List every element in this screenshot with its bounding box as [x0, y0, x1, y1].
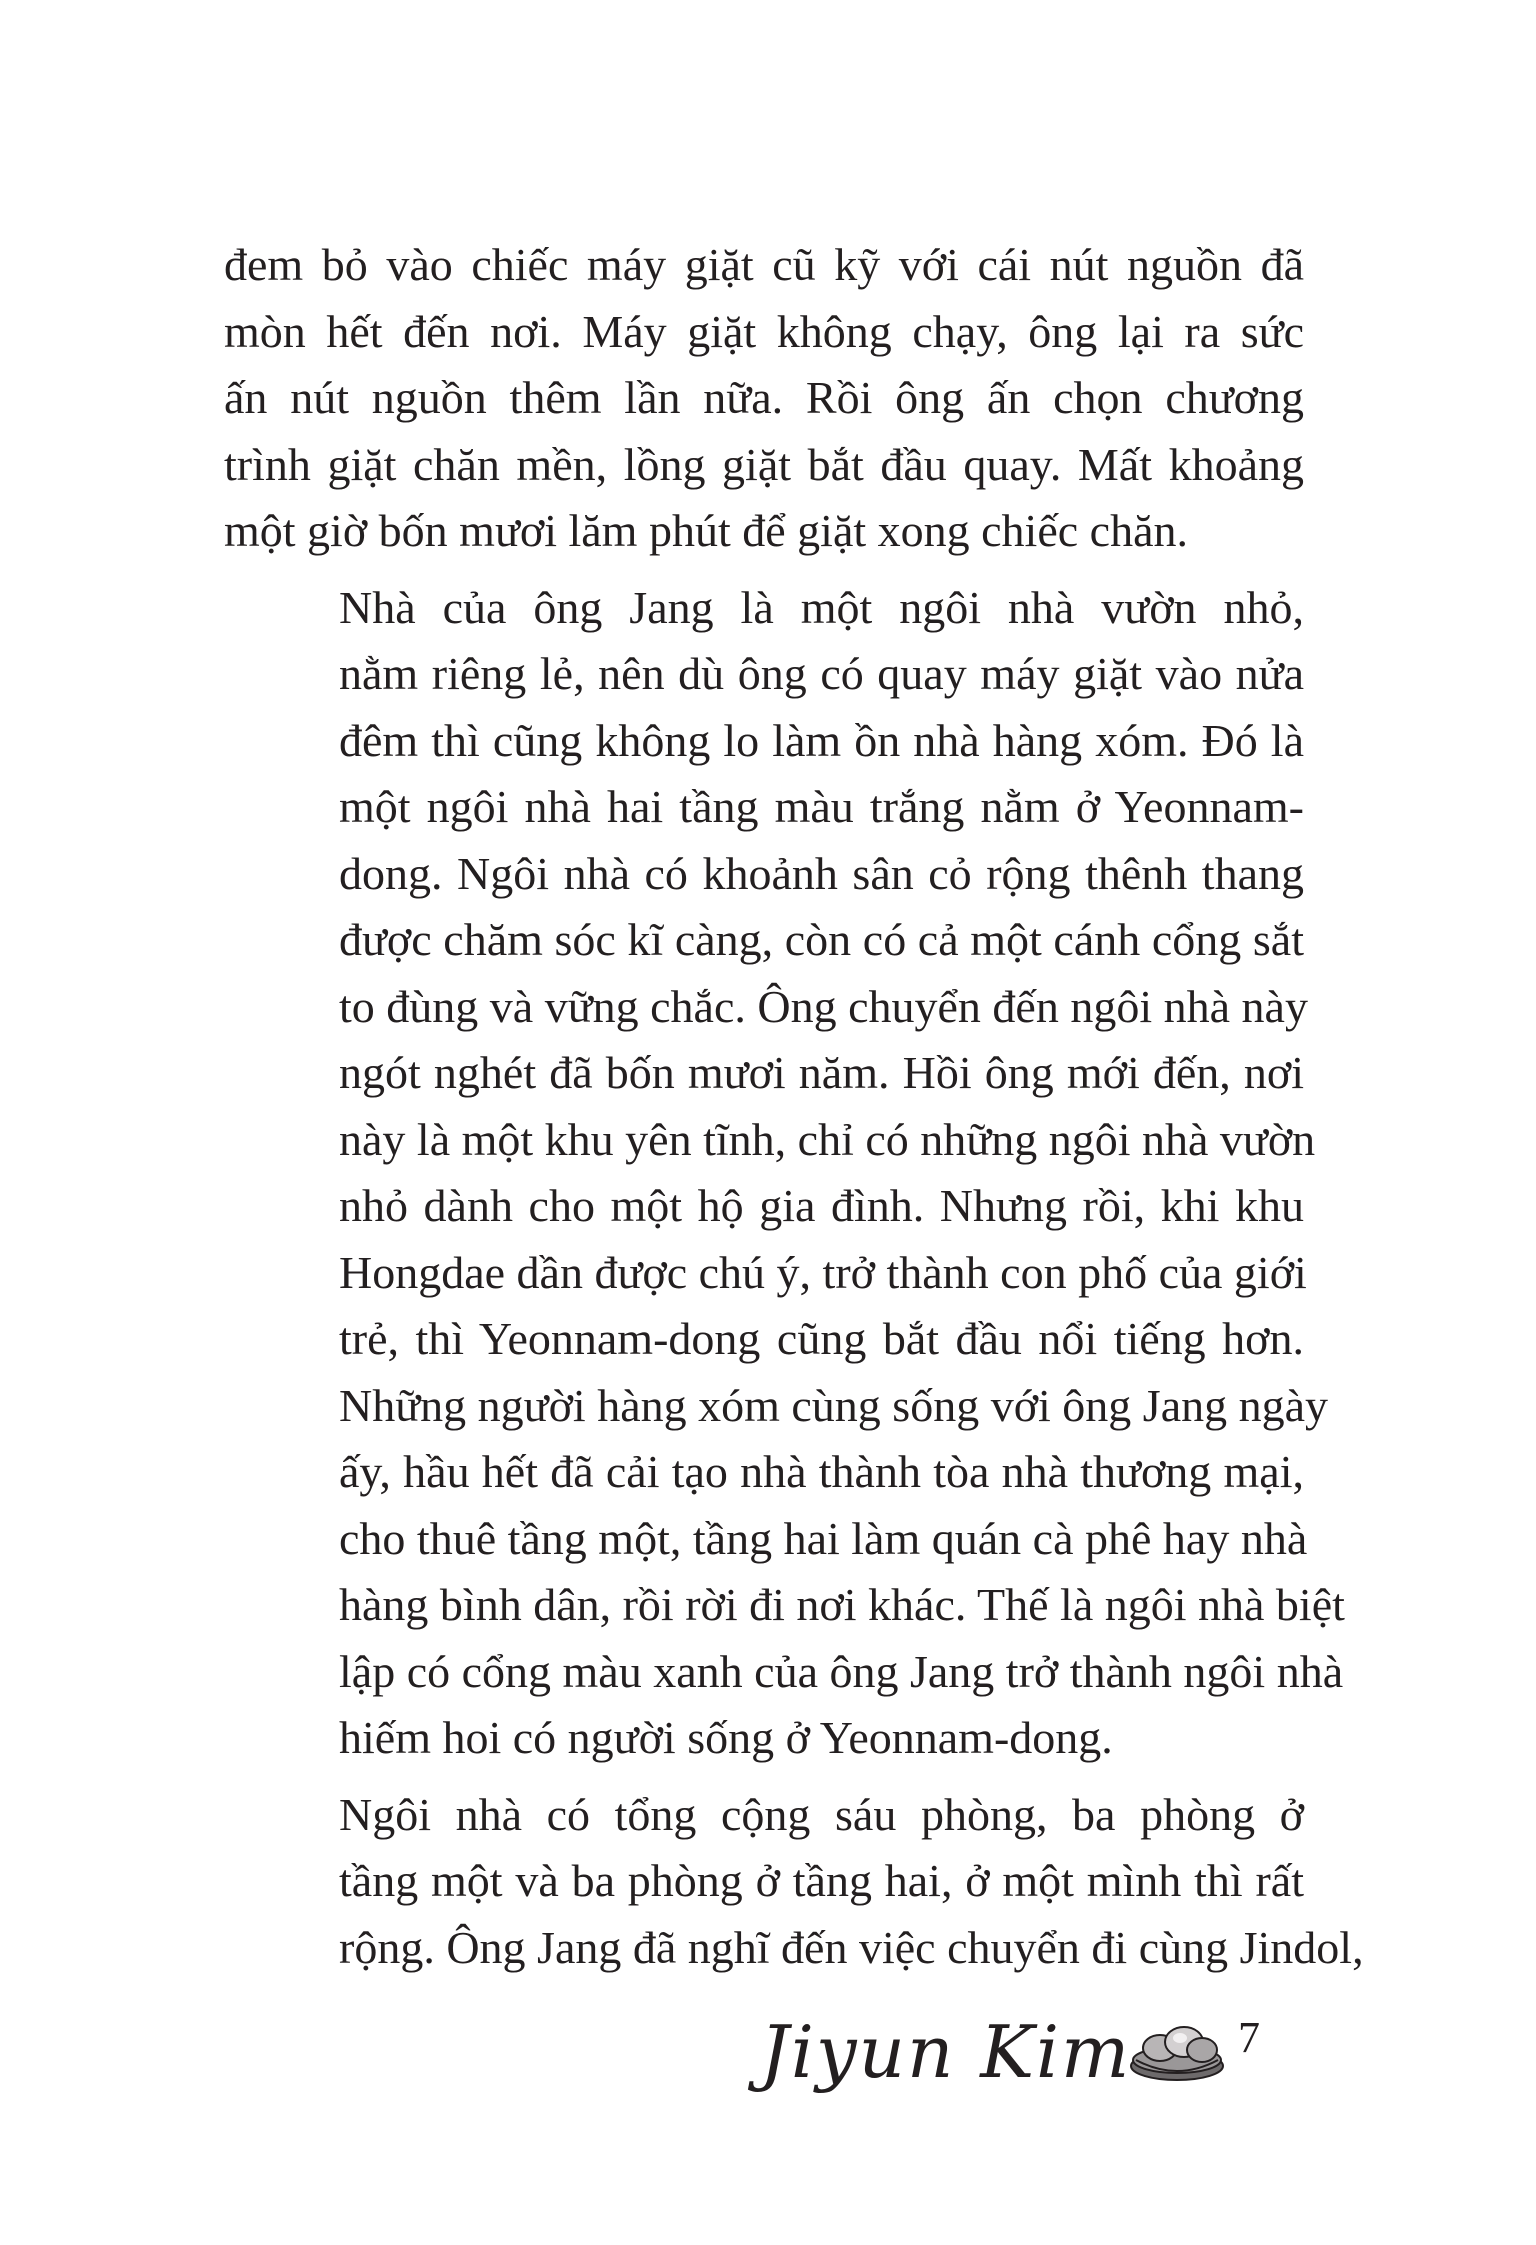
text-line: dong. Ngôi nhà có khoảnh sân cỏ rộng thênh thang: [339, 847, 1304, 899]
text-line: ngót nghét đã bốn mươi năm. Hồi ông mới đến, nơi: [339, 1047, 1304, 1098]
text-line: nhỏ dành cho một hộ gia đình. Nhưng rồi, khi khu: [339, 1180, 1304, 1231]
text-line: lập có cổng màu xanh của ông Jang trở thành ngôi nhà: [339, 1645, 1344, 1697]
text-line: một ngôi nhà hai tầng màu trắng nằm ở Yeonnam-: [339, 781, 1304, 832]
paragraph: [224, 1782, 1364, 1982]
text-line: trình giặt chăn mền, lồng giặt bắt đầu quay. Mất khoảng: [224, 438, 1304, 490]
text-line: Hongdae dần được chú ý, trở thành con phố của giới: [339, 1246, 1307, 1298]
author-signature: Jiyun Kim: [760, 2010, 1132, 2094]
text-line: Nhà của ông Jang là một ngôi nhà vườn nhỏ,: [339, 581, 1304, 633]
text-line: nằm riêng lẻ, nên dù ông có quay máy giặt vào nửa: [339, 648, 1304, 699]
text-line: hàng bình dân, rồi rời đi nơi khác. Thế là ngôi nhà biệt: [339, 1579, 1345, 1630]
text-line: ấn nút nguồn thêm lần nữa. Rồi ông ấn chọn chương: [224, 372, 1304, 423]
text-line: đêm thì cũng không lo làm ồn nhà hàng xóm. Đó là: [339, 714, 1304, 766]
text-line: rộng. Ông Jang đã nghĩ đến việc chuyển đi cùng Jindol,: [339, 1921, 1364, 1973]
text-line: này là một khu yên tĩnh, chỉ có những ngôi nhà vườn: [339, 1113, 1316, 1165]
paragraph: [224, 232, 1304, 565]
text-line: một giờ bốn mươi lăm phút để giặt xong chiếc chăn.: [224, 505, 1189, 556]
page-footer: [760, 2010, 1280, 2130]
text-line: hiếm hoi có người sống ở Yeonnam-dong.: [339, 1712, 1113, 1763]
text-line: đem bỏ vào chiếc máy giặt cũ kỹ với cái nút nguồn đã: [224, 239, 1304, 290]
text-line: Những người hàng xóm cùng sống với ông Jang ngày: [339, 1379, 1329, 1431]
text-line: được chăm sóc kĩ càng, còn có cả một cánh cổng sắt: [339, 914, 1304, 965]
text-line: tầng một và ba phòng ở tầng hai, ở một mình thì rất: [339, 1855, 1304, 1906]
page-number: 7: [1238, 2013, 1260, 2062]
body-text: [224, 232, 1364, 1991]
text-line: to đùng và vững chắc. Ông chuyển đến ngôi nhà này: [339, 980, 1308, 1032]
text-line: ấy, hầu hết đã cải tạo nhà thành tòa nhà thương mại,: [339, 1446, 1304, 1497]
paragraph: [224, 575, 1345, 1772]
text-line: cho thuê tầng một, tầng hai làm quán cà phê hay nhà: [339, 1512, 1308, 1564]
text-line: Ngôi nhà có tổng cộng sáu phòng, ba phòng ở: [339, 1788, 1304, 1840]
text-line: mòn hết đến nơi. Máy giặt không chạy, ông lại ra sức: [224, 305, 1304, 357]
coin-stack-icon: [1122, 2016, 1232, 2086]
text-line: trẻ, thì Yeonnam-dong cũng bắt đầu nổi tiếng hơn.: [339, 1313, 1304, 1364]
